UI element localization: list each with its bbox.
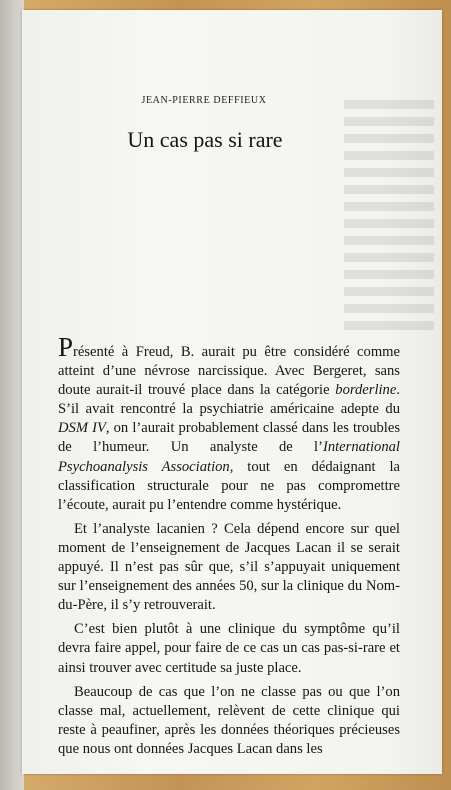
- drop-cap-letter: P: [58, 332, 74, 362]
- text-run: . S’il avait rencontré la psychiatrie américaine adepte du: [58, 382, 400, 418]
- chapter-title: Un cas pas si rare: [127, 127, 283, 152]
- body-paragraph: [58, 332, 400, 515]
- show-through-text: [344, 92, 442, 352]
- italic-term: International Psychoanalysis Association: [58, 439, 400, 475]
- body-paragraph: [58, 520, 400, 615]
- facing-page-edge: [0, 0, 24, 790]
- text-run: Et l’analyste lacanien ? Cela dépend encore sur quel moment de l’enseignement de Jacques Lacan il se serait appuyé. Il n’est pas sûr que, s’il s’appuyait uniquement sur l’enseignement des années 50, sur la clinique du Nom-du-Père, il s’y retrouverait.: [58, 520, 400, 614]
- text-run: Beaucoup de cas que l’on ne classe pas ou que l’on classe mal, actuellement, relèvent de cette clinique qui reste à peaufiner, après les données théoriques précieuses que nous ont données Jacques Lacan dans les: [58, 683, 400, 757]
- text-run: , on l’aurait probablement classé dans les troubles de l’humeur. Un analyste de l’: [58, 420, 400, 456]
- text-run: , tout en dédaignant la classification structurale pour ne pas compromettre l’écoute, aurait pu l’entendre comme hystérique.: [58, 458, 400, 513]
- text-run: C’est bien plutôt à une clinique du symptôme qu’il devra faire appel, pour faire de ce cas un cas pas-si-rare et ainsi trouver avec certitude sa juste place.: [58, 621, 400, 676]
- text-run: résenté à Freud, B. aurait pu être considéré comme atteint d’une névrose narcissique. Avec Bergeret, sans doute aurait-il trouvé place dans la catégorie: [58, 344, 400, 399]
- body-paragraph: [58, 683, 400, 759]
- italic-term: DSM IV: [58, 420, 106, 437]
- body-paragraph: [58, 620, 400, 677]
- italic-term: borderline: [335, 382, 397, 399]
- article-body: [58, 332, 400, 759]
- running-header-author: JEAN-PIERRE DEFFIEUX: [141, 95, 267, 106]
